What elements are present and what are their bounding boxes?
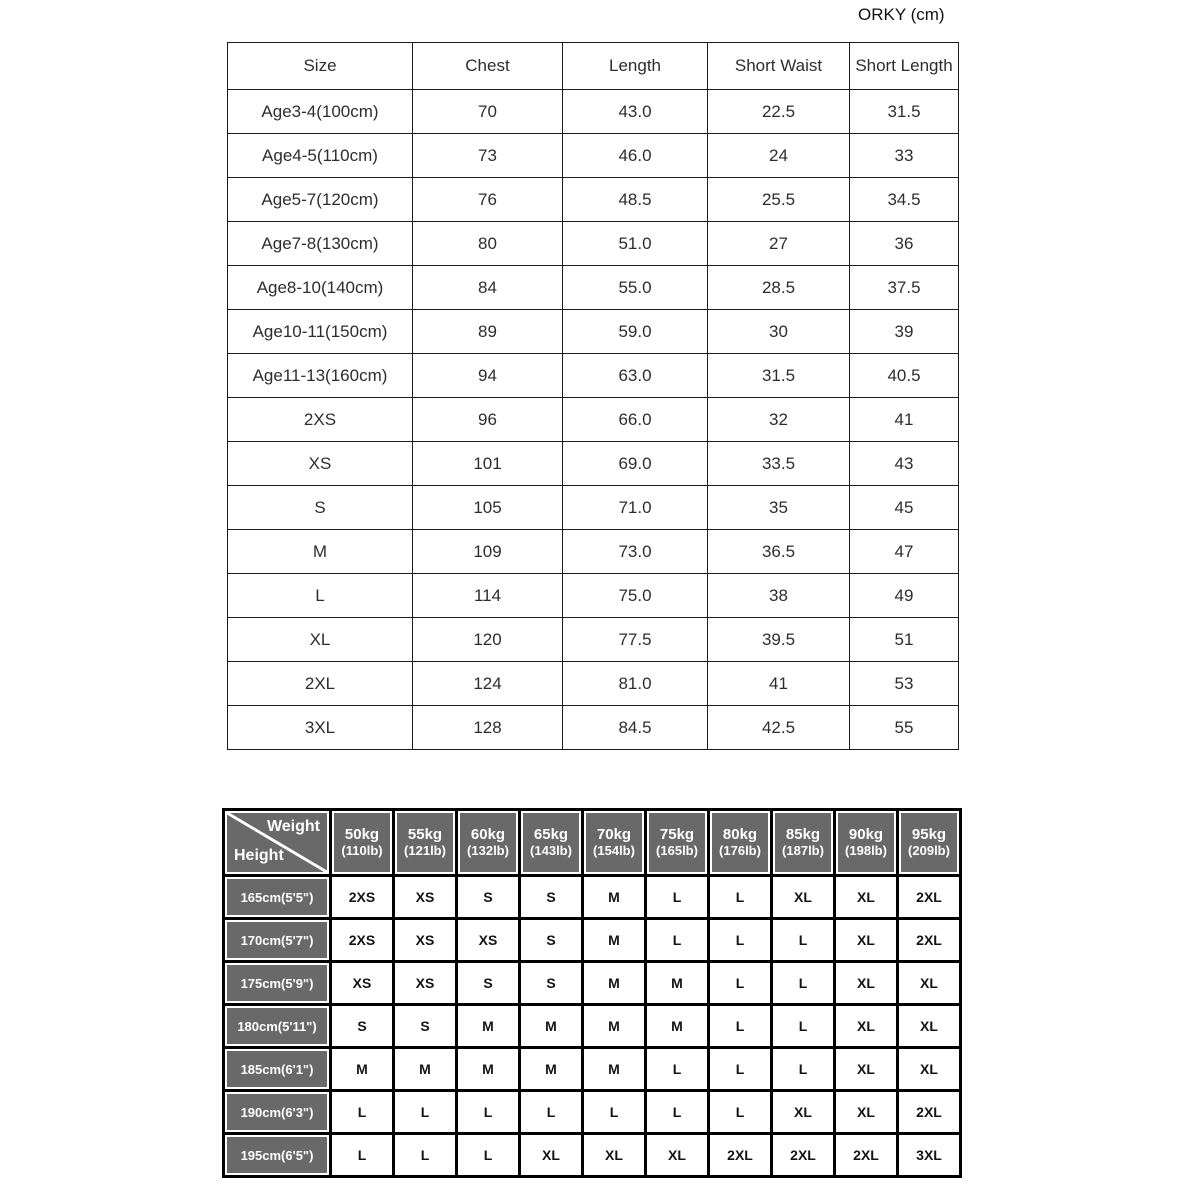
recommended-size-cell: XL xyxy=(898,1005,961,1048)
measurement-cell: 41 xyxy=(850,398,959,442)
recommended-size-cell: XL xyxy=(835,1091,898,1134)
size-table-row xyxy=(228,442,959,486)
height-label: 170cm(5'7") xyxy=(224,919,331,962)
weight-lb-label: (176lb) xyxy=(719,843,761,859)
measurement-cell: 36.5 xyxy=(708,530,850,574)
size-name-cell: XS xyxy=(228,442,413,486)
recommended-size-cell: L xyxy=(457,1134,520,1177)
fit-table-body xyxy=(224,876,961,1177)
size-name-cell: L xyxy=(228,574,413,618)
measurement-cell: 37.5 xyxy=(850,266,959,310)
measurement-cell: 76 xyxy=(413,178,563,222)
measurement-cell: 36 xyxy=(850,222,959,266)
recommended-size-cell: M xyxy=(520,1048,583,1091)
recommended-size-cell: L xyxy=(646,1048,709,1091)
measurement-cell: 53 xyxy=(850,662,959,706)
measurement-cell: 43 xyxy=(850,442,959,486)
size-table-row xyxy=(228,398,959,442)
recommended-size-cell: L xyxy=(709,876,772,919)
size-table-row xyxy=(228,310,959,354)
measurement-cell: 81.0 xyxy=(563,662,708,706)
measurement-cell: 89 xyxy=(413,310,563,354)
measurement-cell: 31.5 xyxy=(708,354,850,398)
measurement-cell: 24 xyxy=(708,134,850,178)
measurement-cell: 41 xyxy=(708,662,850,706)
measurement-cell: 80 xyxy=(413,222,563,266)
fit-table-row xyxy=(224,919,961,962)
weight-kg-label: 60kg xyxy=(470,826,506,844)
measurement-cell: 84 xyxy=(413,266,563,310)
recommended-size-cell: M xyxy=(520,1005,583,1048)
weight-kg-label: 65kg xyxy=(533,826,569,844)
recommended-size-cell: XL xyxy=(835,919,898,962)
recommended-size-cell: S xyxy=(520,919,583,962)
recommended-size-cell: S xyxy=(331,1005,394,1048)
measurement-cell: 42.5 xyxy=(708,706,850,750)
recommended-size-cell: XS xyxy=(394,962,457,1005)
recommended-size-cell: S xyxy=(520,876,583,919)
recommended-size-cell: XL xyxy=(583,1134,646,1177)
measurement-cell: 59.0 xyxy=(563,310,708,354)
recommended-size-cell: L xyxy=(772,962,835,1005)
recommended-size-cell: M xyxy=(583,962,646,1005)
size-name-cell: Age4-5(110cm) xyxy=(228,134,413,178)
fit-table-row xyxy=(224,876,961,919)
weight-lb-label: (198lb) xyxy=(845,843,887,859)
measurement-cell: 73.0 xyxy=(563,530,708,574)
recommended-size-cell: 2XL xyxy=(898,919,961,962)
size-table-row xyxy=(228,178,959,222)
weight-header-7 xyxy=(772,810,835,876)
recommended-size-cell: L xyxy=(709,1091,772,1134)
recommended-size-cell: S xyxy=(520,962,583,1005)
height-label: 185cm(6'1") xyxy=(224,1048,331,1091)
size-name-cell: M xyxy=(228,530,413,574)
recommended-size-cell: XL xyxy=(898,962,961,1005)
weight-kg-label: 90kg xyxy=(848,826,884,844)
recommended-size-cell: L xyxy=(772,1005,835,1048)
measurement-cell: 109 xyxy=(413,530,563,574)
measurement-cell: 77.5 xyxy=(563,618,708,662)
measurement-cell: 51 xyxy=(850,618,959,662)
size-table-header-0: Size xyxy=(228,43,413,90)
measurement-cell: 47 xyxy=(850,530,959,574)
weight-lb-label: (165lb) xyxy=(656,843,698,859)
weight-kg-label: 95kg xyxy=(911,826,947,844)
size-name-cell: Age5-7(120cm) xyxy=(228,178,413,222)
weight-lb-label: (209lb) xyxy=(908,843,950,859)
recommended-size-cell: M xyxy=(583,1005,646,1048)
size-table-row xyxy=(228,134,959,178)
measurement-cell: 48.5 xyxy=(563,178,708,222)
size-table-row xyxy=(228,222,959,266)
size-table-row xyxy=(228,618,959,662)
measurement-cell: 70 xyxy=(413,90,563,134)
measurement-cell: 33.5 xyxy=(708,442,850,486)
corner-height-label: Height xyxy=(234,847,284,864)
measurement-cell: 73 xyxy=(413,134,563,178)
measurement-cell: 43.0 xyxy=(563,90,708,134)
recommended-size-cell: L xyxy=(646,1091,709,1134)
recommended-size-cell: L xyxy=(520,1091,583,1134)
size-table-header-1: Chest xyxy=(413,43,563,90)
measurement-cell: 128 xyxy=(413,706,563,750)
recommended-size-cell: XL xyxy=(835,1048,898,1091)
weight-kg-label: 50kg xyxy=(344,826,380,844)
unit-label: ORKY (cm) xyxy=(858,5,945,24)
weight-header-4 xyxy=(583,810,646,876)
recommended-size-cell: 2XL xyxy=(835,1134,898,1177)
size-name-cell: Age10-11(150cm) xyxy=(228,310,413,354)
recommended-size-cell: XL xyxy=(835,1005,898,1048)
measurement-cell: 30 xyxy=(708,310,850,354)
measurement-cell: 96 xyxy=(413,398,563,442)
measurement-cell: 51.0 xyxy=(563,222,708,266)
recommended-size-cell: L xyxy=(331,1134,394,1177)
recommended-size-cell: M xyxy=(646,1005,709,1048)
recommended-size-cell: S xyxy=(457,876,520,919)
measurement-cell: 38 xyxy=(708,574,850,618)
weight-kg-label: 70kg xyxy=(596,826,632,844)
size-table-row xyxy=(228,706,959,750)
measurement-cell: 35 xyxy=(708,486,850,530)
recommended-size-cell: L xyxy=(709,1048,772,1091)
size-table xyxy=(227,42,959,750)
weight-header-6 xyxy=(709,810,772,876)
measurement-cell: 27 xyxy=(708,222,850,266)
size-name-cell: 2XL xyxy=(228,662,413,706)
weight-header-8 xyxy=(835,810,898,876)
measurement-cell: 31.5 xyxy=(850,90,959,134)
recommended-size-cell: 2XS xyxy=(331,876,394,919)
recommended-size-cell: XL xyxy=(772,876,835,919)
fit-table-row xyxy=(224,1048,961,1091)
recommended-size-cell: 2XL xyxy=(772,1134,835,1177)
size-table-row xyxy=(228,662,959,706)
recommended-size-cell: L xyxy=(457,1091,520,1134)
recommended-size-cell: L xyxy=(772,919,835,962)
measurement-cell: 34.5 xyxy=(850,178,959,222)
size-name-cell: Age8-10(140cm) xyxy=(228,266,413,310)
recommended-size-cell: L xyxy=(646,876,709,919)
recommended-size-cell: L xyxy=(331,1091,394,1134)
recommended-size-cell: M xyxy=(457,1048,520,1091)
recommended-size-cell: 2XL xyxy=(898,876,961,919)
measurement-cell: 66.0 xyxy=(563,398,708,442)
measurement-cell: 22.5 xyxy=(708,90,850,134)
measurement-cell: 94 xyxy=(413,354,563,398)
size-table-row xyxy=(228,486,959,530)
size-name-cell: 2XS xyxy=(228,398,413,442)
size-table-row xyxy=(228,266,959,310)
recommended-size-cell: L xyxy=(709,919,772,962)
measurement-cell: 32 xyxy=(708,398,850,442)
measurement-cell: 63.0 xyxy=(563,354,708,398)
recommended-size-cell: XS xyxy=(394,876,457,919)
weight-lb-label: (154lb) xyxy=(593,843,635,859)
height-label: 175cm(5'9") xyxy=(224,962,331,1005)
weight-header-1 xyxy=(394,810,457,876)
weight-kg-label: 55kg xyxy=(407,826,443,844)
recommended-size-cell: M xyxy=(583,919,646,962)
recommended-size-cell: S xyxy=(457,962,520,1005)
recommended-size-cell: 3XL xyxy=(898,1134,961,1177)
size-name-cell: Age7-8(130cm) xyxy=(228,222,413,266)
fit-table-row xyxy=(224,1005,961,1048)
recommended-size-cell: XL xyxy=(772,1091,835,1134)
size-table-header-row xyxy=(228,43,959,90)
weight-lb-label: (132lb) xyxy=(467,843,509,859)
weight-kg-label: 80kg xyxy=(722,826,758,844)
weight-kg-label: 75kg xyxy=(659,826,695,844)
weight-header-0 xyxy=(331,810,394,876)
recommended-size-cell: L xyxy=(709,962,772,1005)
measurement-cell: 28.5 xyxy=(708,266,850,310)
measurement-cell: 46.0 xyxy=(563,134,708,178)
weight-lb-label: (187lb) xyxy=(782,843,824,859)
measurement-cell: 114 xyxy=(413,574,563,618)
recommended-size-cell: 2XL xyxy=(898,1091,961,1134)
weight-header-9 xyxy=(898,810,961,876)
size-table-header-2: Length xyxy=(563,43,708,90)
measurement-cell: 120 xyxy=(413,618,563,662)
recommended-size-cell: L xyxy=(394,1091,457,1134)
measurement-cell: 71.0 xyxy=(563,486,708,530)
size-name-cell: 3XL xyxy=(228,706,413,750)
height-label: 195cm(6'5") xyxy=(224,1134,331,1177)
recommended-size-cell: XL xyxy=(835,962,898,1005)
weight-kg-label: 85kg xyxy=(785,826,821,844)
size-name-cell: S xyxy=(228,486,413,530)
recommended-size-cell: XS xyxy=(457,919,520,962)
weight-header-3 xyxy=(520,810,583,876)
fit-table-row xyxy=(224,962,961,1005)
fit-table-row xyxy=(224,1134,961,1177)
recommended-size-cell: XL xyxy=(898,1048,961,1091)
size-table-header-3: Short Waist xyxy=(708,43,850,90)
recommended-size-cell: M xyxy=(583,876,646,919)
size-table-body xyxy=(228,90,959,750)
recommended-size-cell: XL xyxy=(835,876,898,919)
weight-header-2 xyxy=(457,810,520,876)
size-table-row xyxy=(228,574,959,618)
recommended-size-cell: L xyxy=(709,1005,772,1048)
recommended-size-cell: M xyxy=(646,962,709,1005)
measurement-cell: 69.0 xyxy=(563,442,708,486)
recommended-size-cell: S xyxy=(394,1005,457,1048)
size-table-row xyxy=(228,530,959,574)
recommended-size-cell: L xyxy=(772,1048,835,1091)
measurement-cell: 124 xyxy=(413,662,563,706)
size-table-row xyxy=(228,354,959,398)
recommended-size-cell: XL xyxy=(646,1134,709,1177)
measurement-cell: 55 xyxy=(850,706,959,750)
measurement-cell: 105 xyxy=(413,486,563,530)
measurement-cell: 40.5 xyxy=(850,354,959,398)
recommended-size-cell: M xyxy=(331,1048,394,1091)
recommended-size-cell: M xyxy=(583,1048,646,1091)
size-name-cell: Age11-13(160cm) xyxy=(228,354,413,398)
recommended-size-cell: M xyxy=(394,1048,457,1091)
recommended-size-cell: L xyxy=(646,919,709,962)
measurement-cell: 33 xyxy=(850,134,959,178)
recommended-size-cell: 2XL xyxy=(709,1134,772,1177)
measurement-cell: 84.5 xyxy=(563,706,708,750)
measurement-cell: 39.5 xyxy=(708,618,850,662)
size-table-row xyxy=(228,90,959,134)
measurement-cell: 75.0 xyxy=(563,574,708,618)
corner-weight-label: Weight xyxy=(266,818,320,835)
measurement-cell: 39 xyxy=(850,310,959,354)
weight-height-corner-cell xyxy=(224,810,331,876)
weight-lb-label: (143lb) xyxy=(530,843,572,859)
size-name-cell: XL xyxy=(228,618,413,662)
height-label: 190cm(6'3") xyxy=(224,1091,331,1134)
size-table-header-4: Short Length xyxy=(850,43,959,90)
weight-lb-label: (110lb) xyxy=(341,843,383,859)
size-name-cell: Age3-4(100cm) xyxy=(228,90,413,134)
measurement-cell: 101 xyxy=(413,442,563,486)
recommended-size-cell: L xyxy=(583,1091,646,1134)
height-label: 180cm(5'11") xyxy=(224,1005,331,1048)
measurement-cell: 45 xyxy=(850,486,959,530)
recommended-size-cell: 2XS xyxy=(331,919,394,962)
recommended-size-cell: XS xyxy=(394,919,457,962)
weight-lb-label: (121lb) xyxy=(404,843,446,859)
weight-header-5 xyxy=(646,810,709,876)
measurement-cell: 49 xyxy=(850,574,959,618)
fit-table-row xyxy=(224,1091,961,1134)
recommended-size-cell: M xyxy=(457,1005,520,1048)
fit-table-header-row xyxy=(224,810,961,876)
recommended-size-cell: L xyxy=(394,1134,457,1177)
recommended-size-cell: XL xyxy=(520,1134,583,1177)
measurement-cell: 25.5 xyxy=(708,178,850,222)
measurement-cell: 55.0 xyxy=(563,266,708,310)
fit-table xyxy=(222,808,962,1178)
height-label: 165cm(5'5") xyxy=(224,876,331,919)
recommended-size-cell: XS xyxy=(331,962,394,1005)
